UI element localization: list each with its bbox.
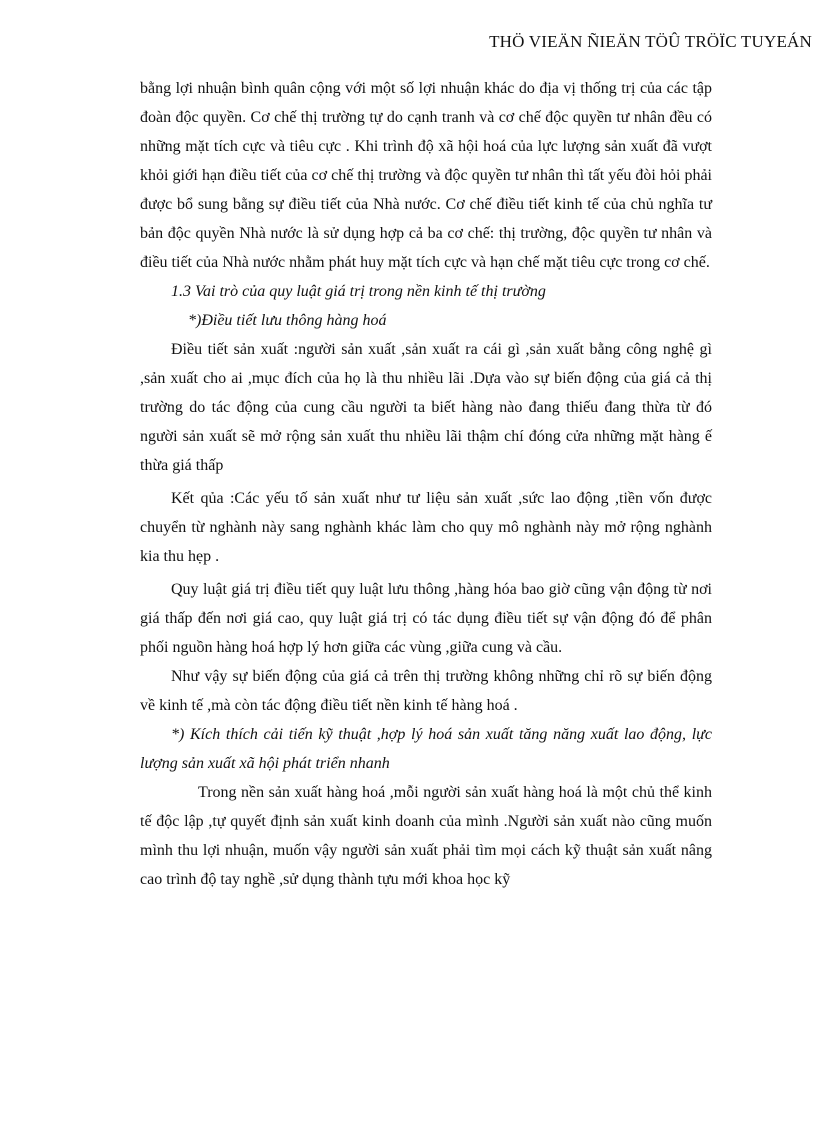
paragraph-market-mechanisms: bằng lợi nhuận bình quân cộng với một số lợi nhuận khác do địa vị thống trị của các tập đoàn độc quyền. Cơ chế thị trường tự do cạnh tranh và cơ chế độc quyền tư nhân đều có những mặt tích cực và tiêu cực . Khi trình độ xã hội hoá của lực lượng sản xuất đã vượt khỏi giới hạn điều tiết của cơ chế thị trường và độc quyền tư nhân thì tất yếu đòi hỏi phải được bổ sung bằng sự điều tiết của Nhà nước. Cơ chế điều tiết kinh tế của chủ nghĩa tư bản độc quyền Nhà nước là sử dụng hợp cả ba cơ chế: thị trường, độc quyền tư nhân và điều tiết của Nhà nước nhằm phát huy mặt tích cực và hạn chế mặt tiêu cực trong cơ chế.	[140, 80, 712, 271]
subheading-circulation: *)Điều tiết lưu thông hàng hoá	[188, 312, 387, 329]
paragraph-commodity-producers: Trong nền sản xuất hàng hoá ,mỗi người sản xuất hàng hoá là một chủ thể kinh tế độc lập ,tự quyết định sản xuất kinh doanh của mình .Người sản xuất nào cũng muốn mình thu lợi nhuận, muốn vậy người sản xuất phải tìm mọi cách kỹ thuật sản xuất nâng cao trình độ tay nghề ,sử dụng thành tựu mới khoa học kỹ	[140, 784, 712, 888]
paragraph-production-regulation: Điều tiết sản xuất :người sản xuất ,sản xuất ra cái gì ,sản xuất bằng công nghệ gì ,sản xuất cho ai ,mục đích của họ là thu nhiều lãi .Dựa vào sự biến động của giá cả thị trường do tác động của cung cầu người ta biết hàng nào đang thiếu đang thừa từ đó người sản xuất sẽ mở rộng sản xuất thu nhiều lãi thậm chí đóng cửa những mặt hàng ế thừa giá thấp	[140, 341, 712, 474]
library-header: THÖ VIEÄN ÑIEÄN TÖÛ TRÖÏC TUYEÁN	[489, 32, 812, 51]
document-body	[140, 74, 712, 894]
paragraph-circulation-law: Quy luật giá trị điều tiết quy luật lưu thông ,hàng hóa bao giờ cũng vận động từ nơi giá thấp đến nơi giá cao, quy luật giá trị có tác dụng điều tiết sự vận động đó để phân phối nguồn hàng hoá hợp lý hơn giữa các vùng ,giữa cung và cầu.	[140, 581, 712, 656]
subheading-technical-improvement: *) Kích thích cải tiến kỹ thuật ,hợp lý hoá sản xuất tăng năng xuất lao động, lực lượng sản xuất xã hội phát triển nhanh	[140, 726, 712, 772]
paragraph-result: Kết qủa :Các yếu tố sản xuất như tư liệu sản xuất ,sức lao động ,tiền vốn được chuyển từ nghành này sang nghành khác làm cho quy mô nghành này mở rộng nghành kia thu hẹp .	[140, 490, 712, 565]
paragraph-price-movement: Như vậy sự biến động của giá cả trên thị trường không những chỉ rõ sự biến động về kinh tế ,mà còn tác động điều tiết nền kinh tế hàng hoá .	[140, 668, 712, 714]
section-heading: 1.3 Vai trò của quy luật giá trị trong nền kinh tế thị trường	[171, 283, 546, 300]
